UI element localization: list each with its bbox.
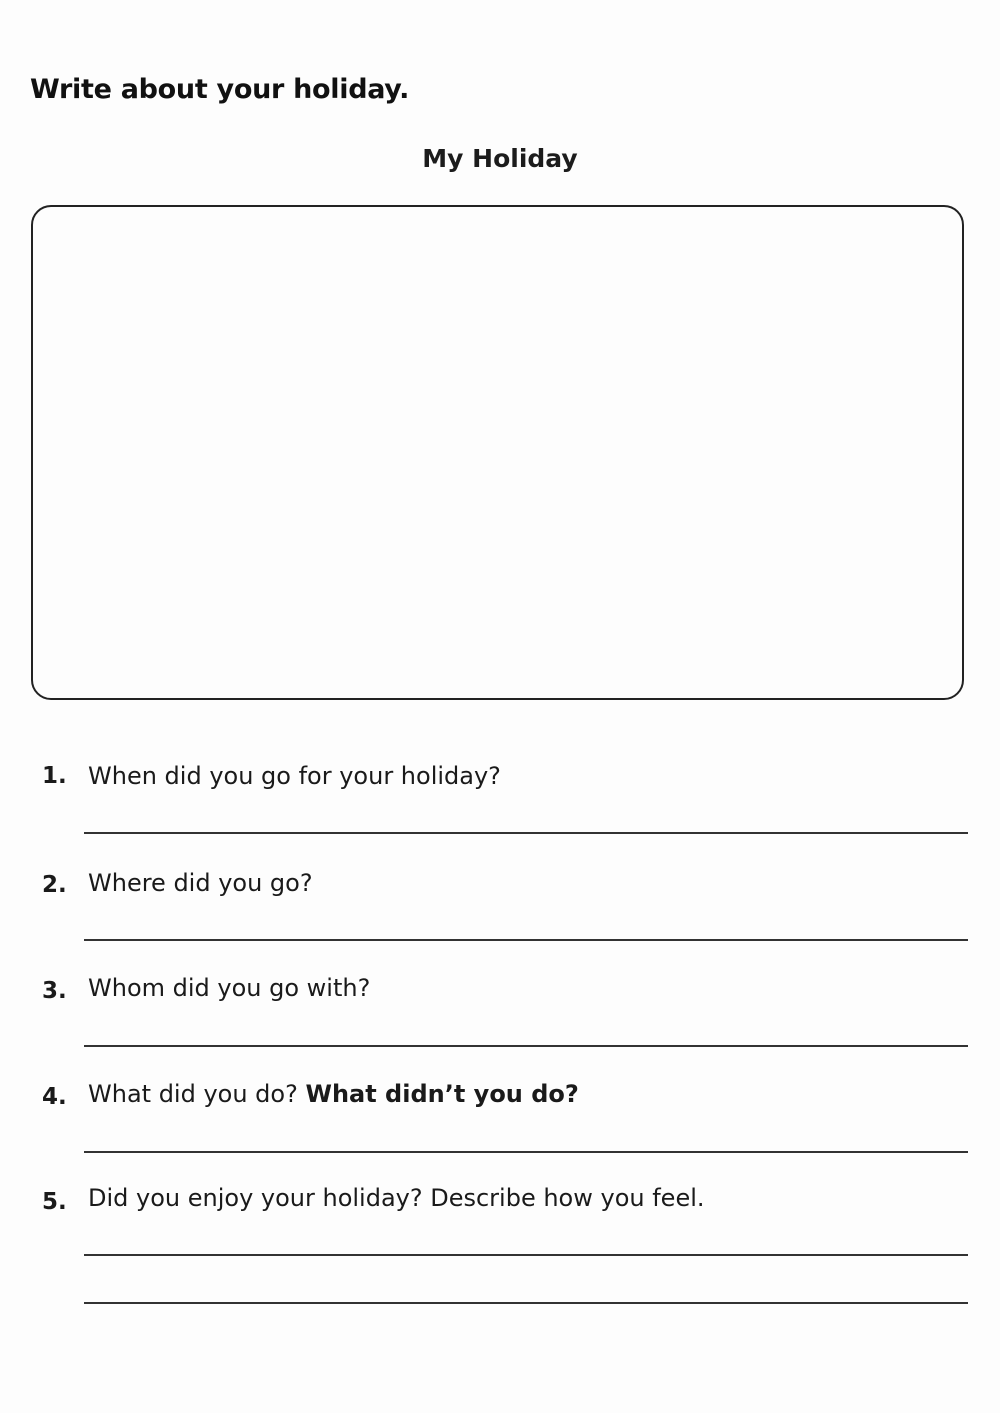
instruction-heading: Write about your holiday. xyxy=(30,74,410,105)
question-2-label: Where did you go? xyxy=(88,869,313,897)
answer-input-5a[interactable] xyxy=(84,1222,972,1256)
answer-line-1[interactable] xyxy=(84,832,968,834)
question-2-number: 2. xyxy=(42,872,67,898)
question-3-label: Whom did you go with? xyxy=(88,974,371,1002)
question-5-text xyxy=(88,1184,705,1212)
box-title: My Holiday xyxy=(422,144,578,173)
question-5-number: 5. xyxy=(42,1189,67,1215)
answer-line-3[interactable] xyxy=(84,1045,968,1047)
answer-input-4[interactable] xyxy=(84,1119,972,1153)
answer-line-2[interactable] xyxy=(84,939,968,941)
question-4-number: 4. xyxy=(42,1084,67,1110)
answer-input-3[interactable] xyxy=(84,1013,972,1047)
answer-line-4[interactable] xyxy=(84,1151,968,1153)
answer-input-2[interactable] xyxy=(84,907,972,941)
answer-line-5b[interactable] xyxy=(84,1302,968,1304)
answer-input-1[interactable] xyxy=(84,800,972,834)
question-2-text xyxy=(88,869,313,897)
question-1-number: 1. xyxy=(42,763,67,789)
question-5-label: Did you enjoy your holiday? Describe how you feel. xyxy=(88,1184,705,1212)
holiday-writing-area[interactable] xyxy=(45,219,954,690)
question-4-text xyxy=(88,1080,579,1108)
question-4-label: What did you do? xyxy=(88,1080,306,1108)
holiday-writing-box[interactable] xyxy=(31,205,964,700)
answer-line-5a[interactable] xyxy=(84,1254,968,1256)
question-1-label: When did you go for your holiday? xyxy=(88,762,501,790)
question-1-text xyxy=(88,762,501,790)
question-3-text xyxy=(88,974,370,1002)
question-4-label-bold: What didn’t you do? xyxy=(305,1080,579,1108)
question-3-number: 3. xyxy=(42,978,67,1004)
answer-input-5b[interactable] xyxy=(84,1270,972,1304)
